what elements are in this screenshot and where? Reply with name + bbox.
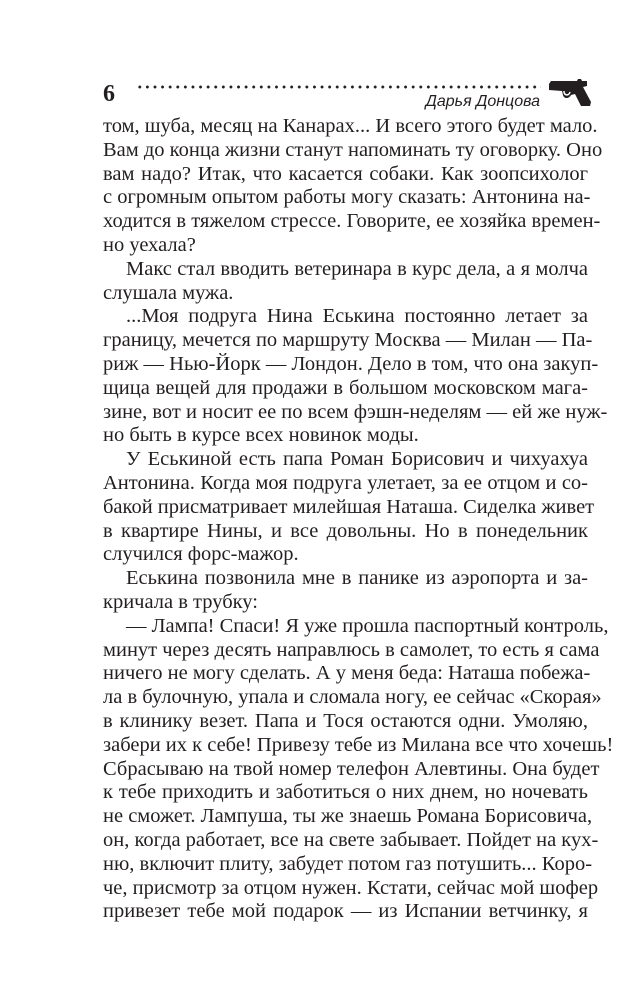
text-line: ходится в тяжелом стрессе. Говорите, ее хозяйка времен- <box>103 210 601 233</box>
text-line: вам надо? Итак, что касается собаки. Как зоопсихолог <box>103 162 588 185</box>
text-line: Антонина. Когда моя подруга улетает, за ее отцом и со- <box>103 471 588 494</box>
text-line: к тебе приходить и заботиться о них днем, но ночевать <box>103 781 588 804</box>
text-line: Сбрасываю на твой номер телефон Алевтины. Она будет <box>103 757 600 780</box>
running-header <box>103 78 593 114</box>
text-line: не сможет. Лампуша, ты же знаешь Романа Борисовича, <box>103 805 593 828</box>
text-line: в клинику везет. Папа и Тося остаются одни. Умоляю, <box>103 709 588 732</box>
text-line: Вам до конца жизни станут напоминать ту оговорку. Оно <box>103 138 603 161</box>
text-line: Еськина позвонила мне в панике из аэропорта и за- <box>126 567 588 590</box>
text-line: У Еськиной есть папа Роман Борисович и чихуахуа <box>126 448 588 471</box>
dotted-rule <box>136 85 541 89</box>
page-number: 6 <box>103 81 115 107</box>
text-line: ню, включит плиту, забудет потом газ потушить... Коро- <box>103 852 593 875</box>
body-text <box>103 115 614 924</box>
text-line: че, присмотр за отцом нужен. Кстати, сейчас мой шофер <box>103 876 599 899</box>
text-line: бакой присматривает милейшая Наташа. Сиделка живет <box>103 495 595 518</box>
text-line: в квартире Нины, и все довольны. Но в понедельник <box>103 519 588 542</box>
text-line: ...Моя подруга Нина Еськина постоянно летает за <box>126 305 588 328</box>
text-line: щица вещей для продажи в большом московском мага- <box>103 376 588 399</box>
text-line: но уехала? <box>103 233 196 256</box>
text-line: — Лампа! Спаси! Я уже прошла паспортный контроль, <box>126 614 609 637</box>
text-line: привезет тебе мой подарок — из Испании ветчинку, я <box>103 900 588 923</box>
text-line: риж — Нью-Йорк — Лондон. Дело в том, что она закуп- <box>103 352 599 375</box>
text-line: ничего не могу сделать. А у меня беда: Наташа побежа- <box>103 662 591 685</box>
revolver-icon <box>547 78 593 108</box>
text-line: кричала в трубку: <box>103 590 258 613</box>
text-line: границу, мечется по маршруту Москва — Милан — Па- <box>103 329 593 352</box>
text-line: забери их к себе! Привезу тебе из Милана все что хочешь! <box>103 733 614 756</box>
text-line: Макс стал вводить ветеринара в курс дела, а я молча <box>126 257 588 280</box>
text-line: слушала мужа. <box>103 281 234 304</box>
text-line: случился форс-мажор. <box>103 543 299 566</box>
text-line: зине, вот и носит ее по всем фэшн-неделям — ей же нуж- <box>103 400 608 423</box>
text-line: минут через десять направлюсь в самолет, то есть я сама <box>103 638 600 661</box>
text-line: но быть в курсе всех новинок моды. <box>103 424 419 447</box>
text-line: том, шуба, месяц на Канарах... И всего этого будет мало. <box>103 115 598 137</box>
text-line: он, когда работает, все на свете забывает. Пойдет на кух- <box>103 828 599 851</box>
author-name: Дарья Донцова <box>425 93 540 110</box>
text-line: ла в булочную, упала и сломала ногу, ее сейчас «Скорая» <box>103 686 602 709</box>
text-line: с огромным опытом работы могу сказать: Антонина на- <box>103 186 591 209</box>
